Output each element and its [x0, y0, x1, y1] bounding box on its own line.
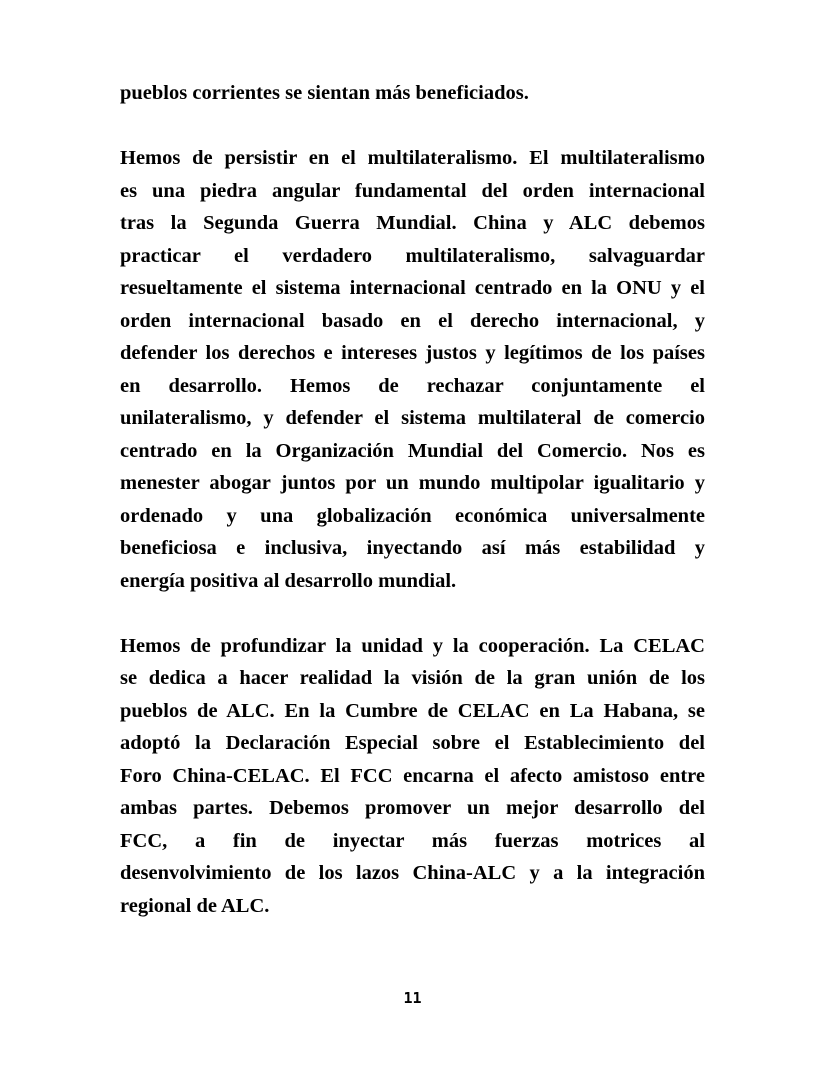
text-line: beneficiosa e inclusiva, inyectando así más estabilidad y — [120, 537, 705, 559]
text-line: unilateralismo, y defender el sistema multilateral de comercio — [120, 407, 705, 429]
text-line: resueltamente el sistema internacional centrado en la ONU y el — [120, 277, 705, 299]
text-line: pueblos corrientes se sientan más beneficiados. — [120, 82, 529, 104]
text-line: energía positiva al desarrollo mundial. — [120, 569, 457, 592]
text-line: adoptó la Declaración Especial sobre el Establecimiento del — [120, 732, 705, 754]
text-line: Hemos de profundizar la unidad y la cooperación. La CELAC — [120, 634, 705, 657]
text-line: desenvolvimiento de los lazos China-ALC y a la integración — [120, 862, 705, 884]
text-line: Foro China-CELAC. El FCC encarna el afecto amistoso entre — [120, 764, 705, 787]
text-line: es una piedra angular fundamental del orden internacional — [120, 179, 705, 202]
text-line: orden internacional basado en el derecho internacional, y — [120, 309, 705, 332]
text-line: ordenado y una globalización económica universalmente — [120, 504, 705, 527]
page-number: 11 — [403, 989, 422, 1007]
text-line: tras la Segunda Guerra Mundial. China y ALC debemos — [120, 212, 705, 234]
text-line: pueblos de ALC. En la Cumbre de CELAC en La Habana, se — [120, 699, 705, 722]
text-line: en desarrollo. Hemos de rechazar conjuntamente el — [120, 374, 705, 397]
text-line: regional de ALC. — [120, 894, 270, 917]
text-line: FCC, a fin de inyectar más fuerzas motrices al — [120, 829, 705, 852]
text-line: practicar el verdadero multilateralismo, salvaguardar — [120, 244, 705, 267]
text-line: defender los derechos e intereses justos y legítimos de los países — [120, 342, 705, 364]
body-text — [120, 77, 705, 922]
text-line: menester abogar juntos por un mundo multipolar igualitario y — [120, 472, 705, 494]
paragraph — [120, 630, 705, 923]
text-line: Hemos de persistir en el multilateralismo. El multilateralismo — [120, 147, 705, 169]
paragraph — [120, 142, 705, 597]
paragraph — [120, 77, 705, 110]
text-line: ambas partes. Debemos promover un mejor desarrollo del — [120, 797, 705, 819]
text-line: centrado en la Organización Mundial del Comercio. Nos es — [120, 439, 705, 462]
text-line: se dedica a hacer realidad la visión de la gran unión de los — [120, 667, 705, 689]
